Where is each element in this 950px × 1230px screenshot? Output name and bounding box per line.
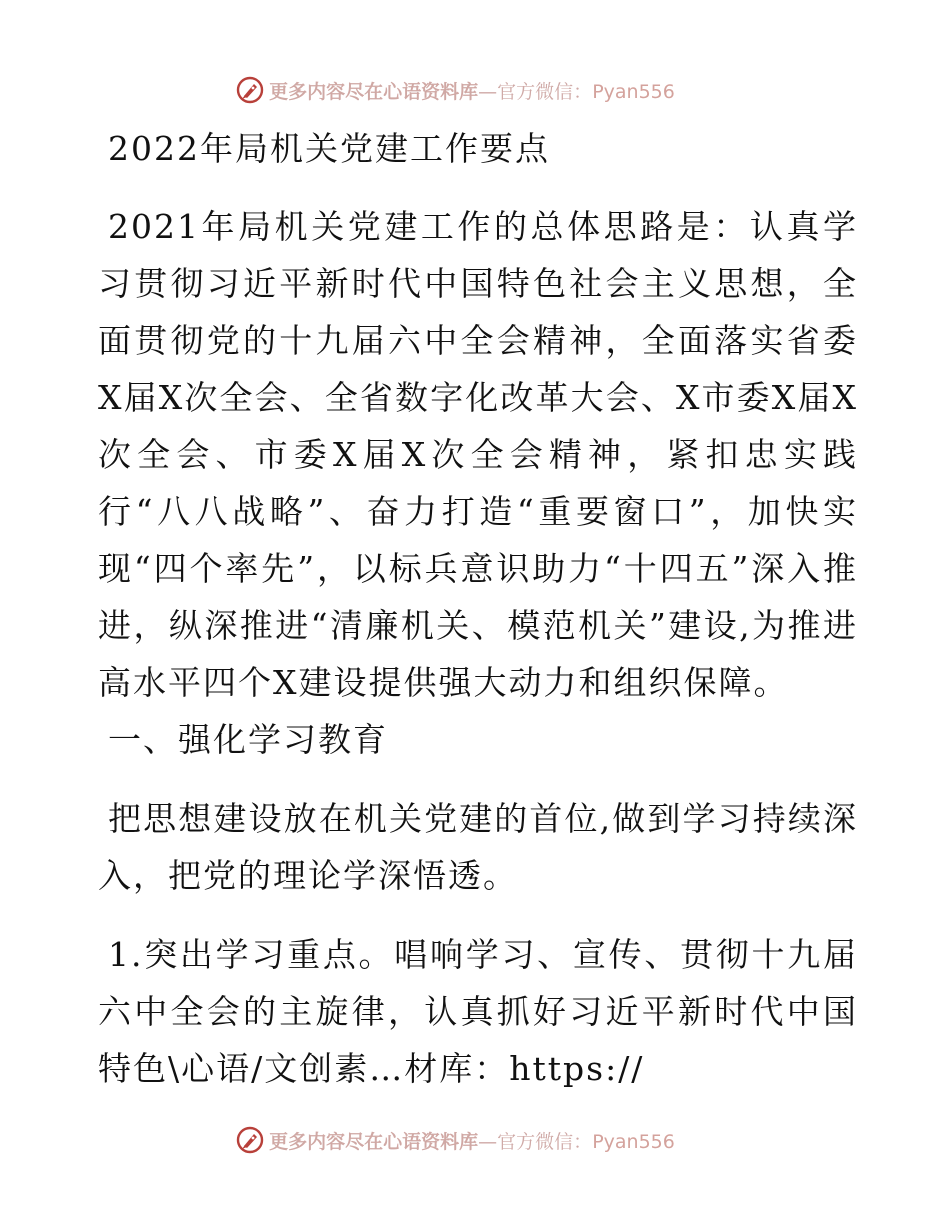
- watermark-account: Pyan556: [592, 80, 675, 103]
- header-watermark: [0, 68, 950, 112]
- pen-nib-logo-icon: [235, 1125, 265, 1155]
- watermark-account: Pyan556: [592, 1130, 675, 1153]
- pen-nib-logo-icon: [235, 75, 265, 105]
- section1-paragraph: 把思想建设放在机关党建的首位,做到学习持续深入，把党的理论学深悟透。: [98, 799, 858, 895]
- footer-watermark: [0, 1118, 950, 1162]
- watermark-text: [269, 77, 675, 104]
- watermark-separator: —官方微信：: [478, 1130, 593, 1153]
- watermark-brand: 更多内容尽在心语资料库: [269, 80, 479, 103]
- watermark-separator: —官方微信：: [478, 80, 593, 103]
- watermark-text: [269, 1127, 675, 1154]
- document-title: 2022年局机关党建工作要点: [108, 129, 550, 168]
- document-body: [98, 120, 858, 1097]
- watermark-brand: 更多内容尽在心语资料库: [269, 1130, 479, 1153]
- section-heading-1: 一、强化学习教育: [108, 720, 388, 759]
- intro-paragraph: 2021年局机关党建工作的总体思路是：认真学习贯彻习近平新时代中国特色社会主义思想，全面贯彻党的十九届六中全会精神，全面落实省委X届X次全会、全省数字化改革大会、X市委X届X次全会、市委X届X次全会精神，紧扣忠实践行“八八战略”、奋力打造“重要窗口”，加快实现“四个率先”，以标兵意识助力“十四五”深入推进，纵深推进“清廉机关、模范机关”建设,为推进高水平四个X建设提供强大动力和组织保障。: [98, 207, 858, 702]
- item1-paragraph: 1.突出学习重点。唱响学习、宣传、贯彻十九届六中全会的主旋律，认真抓好习近平新时代中国特色\心语/文创素…材库：https://: [98, 935, 858, 1088]
